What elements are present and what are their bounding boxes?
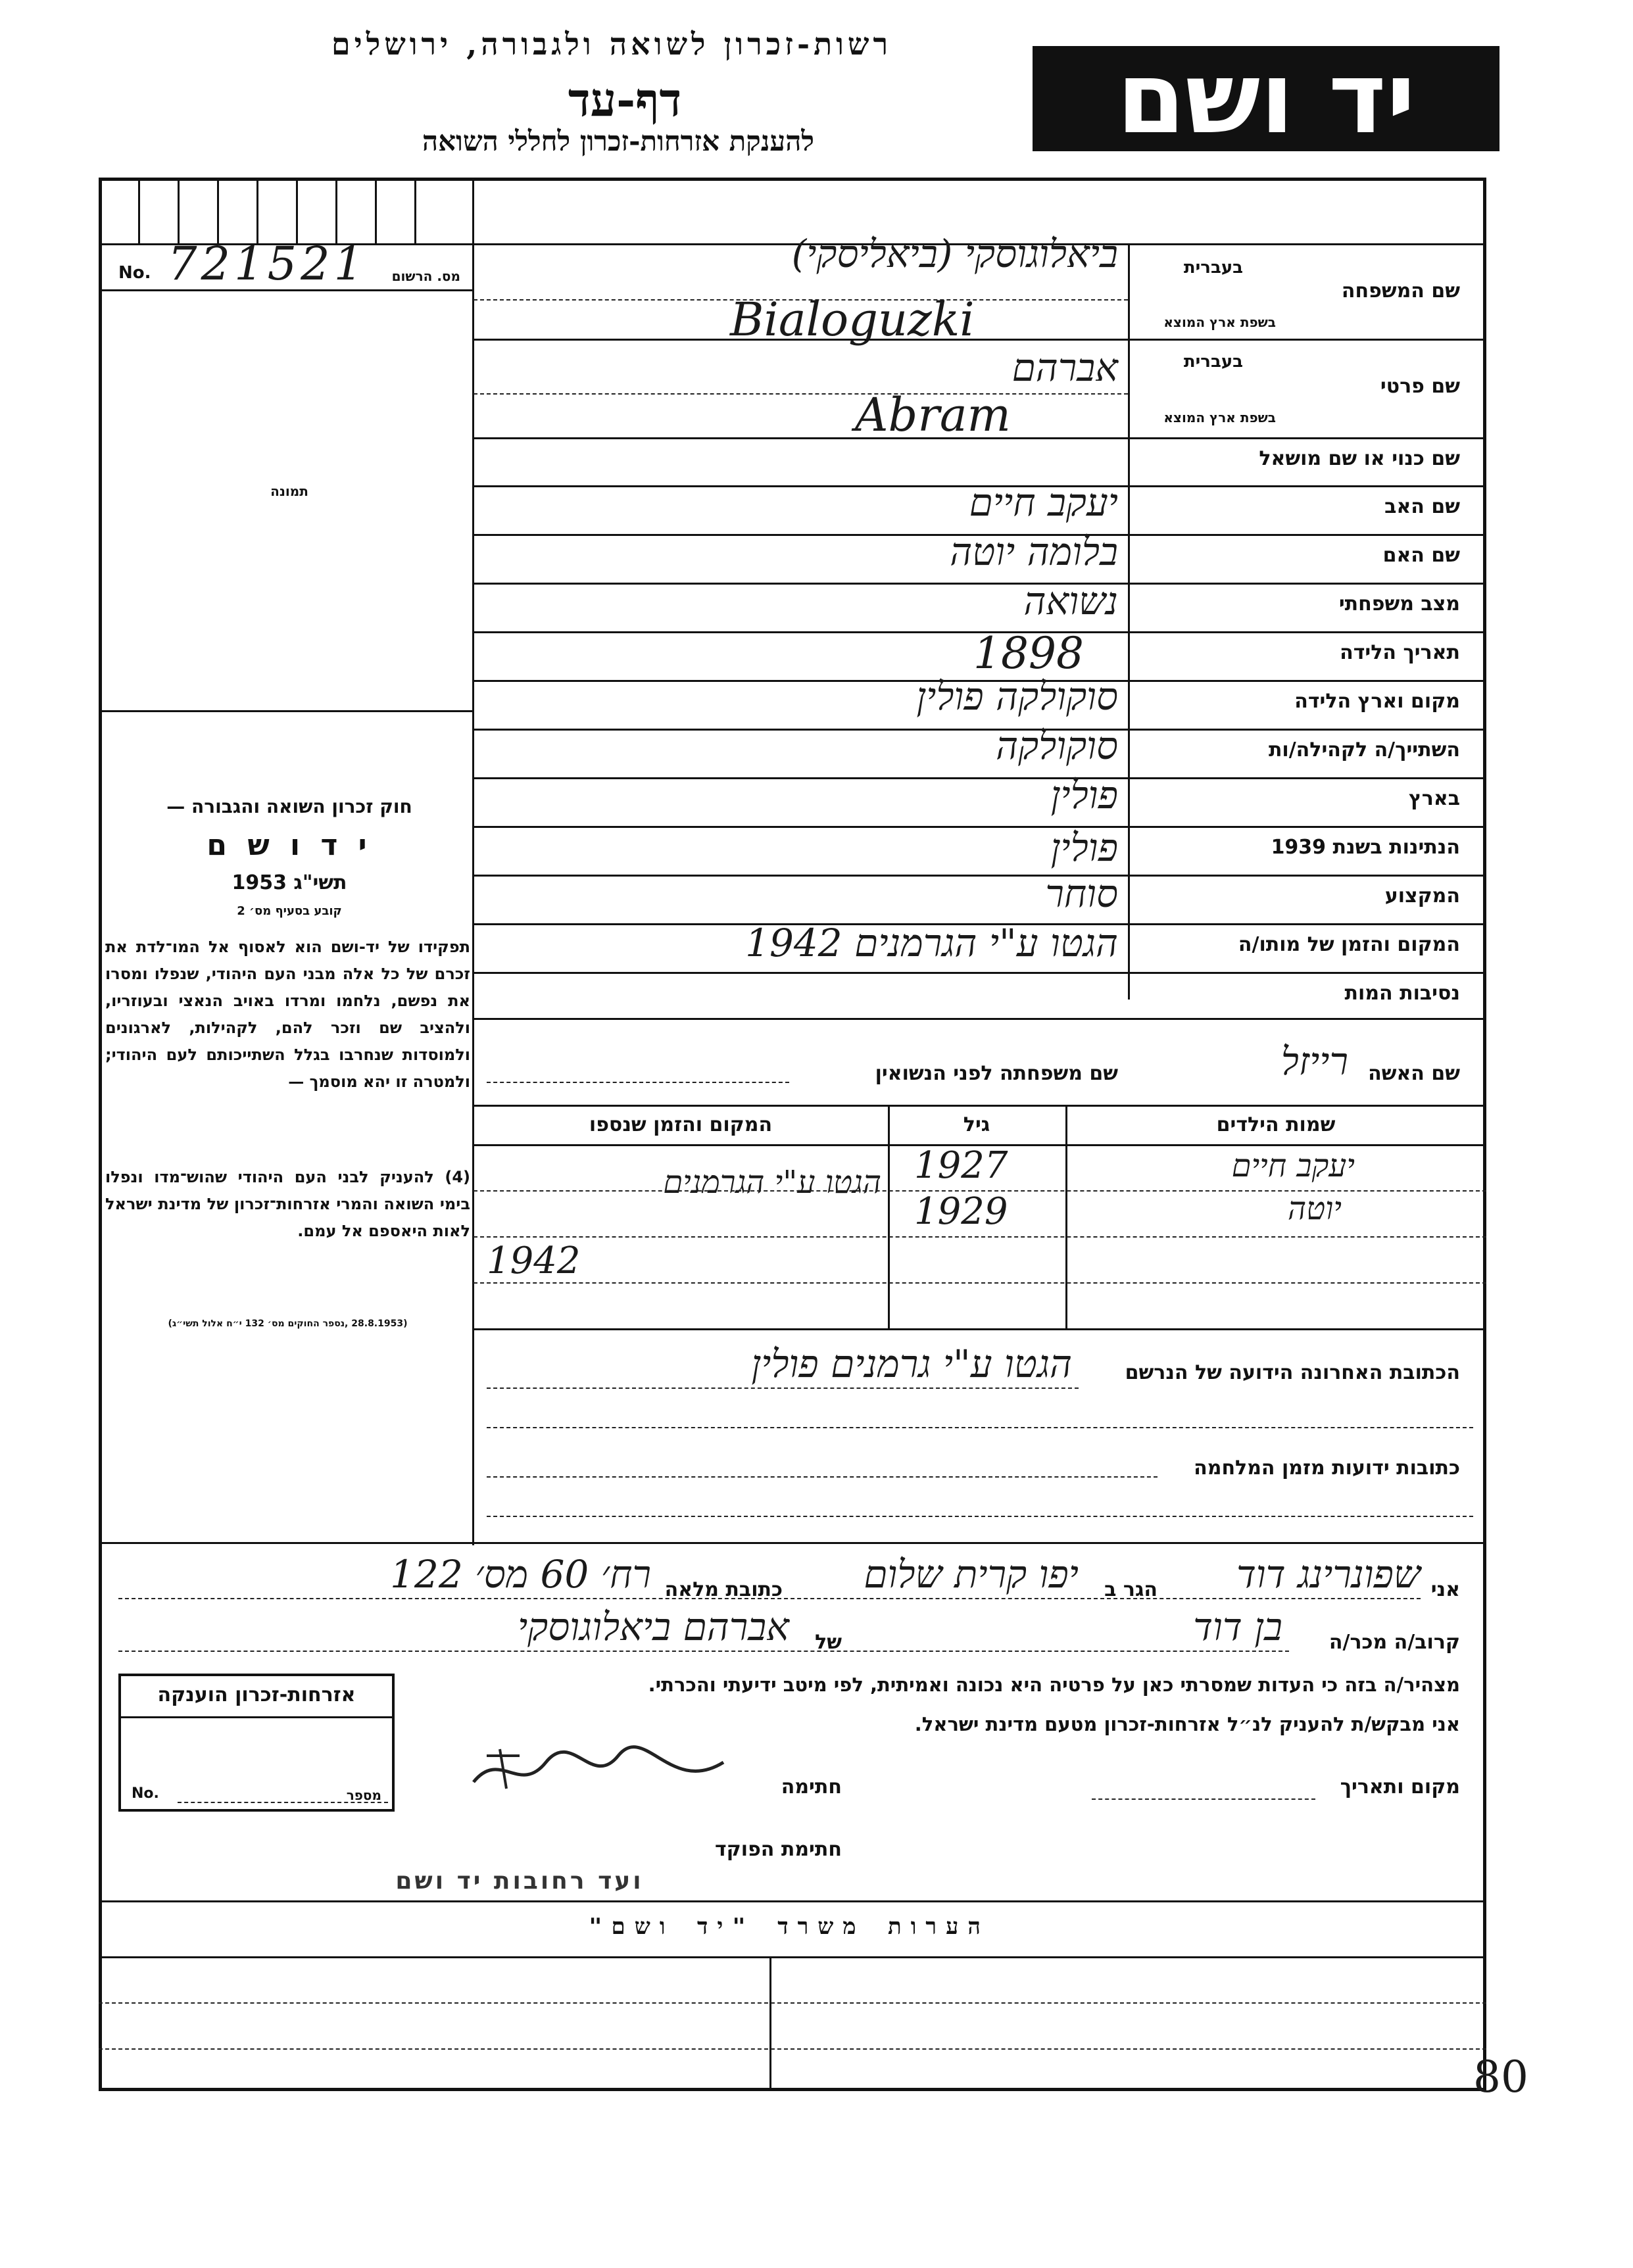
birth-date-label: תאריך הלידה	[1340, 641, 1460, 664]
office-notes-line-1[interactable]	[99, 2002, 1486, 2004]
last-address-label: הכתובת האחרונה הידועה של הנרשם	[1125, 1361, 1460, 1384]
declarant-name[interactable]: שפונרינג דוד	[1236, 1552, 1421, 1597]
grant-box-number-label: מספר	[346, 1787, 381, 1803]
office-notes-line-2[interactable]	[99, 2048, 1486, 2050]
signature-label: חתימה	[781, 1775, 842, 1798]
family-name-origin[interactable]: Bialoguzki	[730, 293, 975, 347]
place-date-label: מקום ותאריך	[1340, 1775, 1460, 1798]
law-text-clause-4: (4) להעניק לבני העם היהודי שהוש־מדו ונפלו בימי השואה והמרי אזרחות־זכרון של מדינת ישראל לאות היאספם אל עמם.	[105, 1168, 470, 1240]
grant-box-title: אזרחות-זכרון הוענקה	[157, 1683, 356, 1706]
father-value[interactable]: יעקב חיים	[969, 480, 1118, 525]
child-1-year[interactable]: 1927	[914, 1144, 1008, 1187]
in-hebrew-label: בעברית	[1183, 258, 1243, 277]
child-1-name[interactable]: יעקב חיים	[1231, 1147, 1355, 1184]
official-signature-label: חתימת הפוקד	[715, 1838, 842, 1861]
grant-box-no: No.	[132, 1785, 159, 1802]
statement-2: אני מבקש/ת להעניק לנ״ל אזרחות-זכרון מטעם מדינת ישראל.	[914, 1713, 1460, 1735]
registration-no-label: No.	[118, 263, 151, 283]
residing-label: הגר ב	[1104, 1578, 1158, 1601]
child-2-year[interactable]: 1929	[914, 1190, 1008, 1233]
photo-label: תמונה	[270, 483, 308, 499]
statement-1: מצהיר/ה בזה כי העדות שמסרתי כאן על פרטיה היא נכונה ואמיתית, לפי מיטב ידיעתי והכרתי.	[648, 1674, 1460, 1696]
status-1939-value[interactable]: פולין	[1050, 825, 1118, 870]
full-address-label: כתובת מלאה	[664, 1578, 783, 1601]
children-place-header: המקום והזמן שנספו	[589, 1113, 773, 1136]
declarant-i-label: אני	[1430, 1578, 1460, 1601]
profession-label: המקצוע	[1384, 884, 1460, 907]
authority-heading: רשות-זכרון לשואה ולגבורה, ירושלים	[331, 26, 892, 62]
law-year: תשי"ג 1953	[232, 871, 347, 894]
death-place-time-label: המקום והזמן של מותו/ה	[1238, 933, 1460, 956]
relation-value[interactable]: בן דוד	[1193, 1604, 1282, 1649]
community-label: השתייך/ה לקהילה/ות	[1268, 738, 1460, 761]
law-reference: (28.8.1953 ,נספר החוקים מס׳ 132 י״ח אלול תשי״ג)	[168, 1318, 408, 1329]
signature-mark	[460, 1736, 737, 1808]
wife-name-value[interactable]: רייזל	[1280, 1039, 1348, 1084]
marital-label: מצב משפחתי	[1338, 592, 1460, 615]
death-place-time-value[interactable]: הגטו ע"י הגרמנים 1942	[745, 921, 1118, 965]
residing-value[interactable]: יפו קרית שלום	[864, 1552, 1079, 1597]
death-circumstances-label: נסיבות המות	[1344, 982, 1460, 1005]
community-value[interactable]: סוקולקה	[996, 723, 1118, 768]
wife-label: שם האשה	[1368, 1062, 1460, 1085]
family-name-hebrew[interactable]: ביאלוגוסקי (ביאליסקי)	[791, 231, 1118, 276]
page-number: 80	[1473, 2052, 1528, 2102]
war-addresses-label: כתובות ידועות מזמן המלחמה	[1194, 1457, 1460, 1480]
status-1939-label: הנתינות בשנת 1939	[1271, 836, 1460, 859]
of-label: של	[815, 1631, 842, 1654]
office-notes-title: הערות משרד "יד ושם"	[589, 1914, 990, 1940]
child-2-place[interactable]: 1942	[487, 1240, 581, 1282]
registration-label: מס. הרשום	[391, 268, 460, 284]
children-names-header: שמות הילדים	[1216, 1113, 1336, 1136]
first-name-label: שם פרטי	[1380, 375, 1460, 398]
stamp: ועד רחובות יד ושם	[395, 1868, 644, 1894]
profession-value[interactable]: סוחר	[1045, 871, 1118, 916]
form-title: דף-עד	[568, 72, 682, 127]
first-name-hebrew[interactable]: אברהם	[1011, 345, 1118, 390]
first-name-origin[interactable]: Abram	[855, 388, 1011, 442]
child-1-place[interactable]: הגטו ע"י הגרמנים	[663, 1164, 881, 1201]
marital-value[interactable]: נשואה	[1023, 579, 1118, 623]
origin-lang-label-1: בשפת ארץ המוצא	[1163, 314, 1276, 330]
birth-date-value[interactable]: 1898	[973, 628, 1084, 679]
child-2-name[interactable]: יוטה	[1288, 1190, 1342, 1227]
last-address-value[interactable]: הגטו ע"י גרמנים פולין	[751, 1341, 1072, 1386]
registration-number: 721521	[168, 237, 368, 291]
full-address-value[interactable]: רח׳ 60 מס׳ 122	[390, 1552, 651, 1597]
law-text-purpose: תפקידו של יד-ושם הוא לאסוף אל המו־לדת את זכרם של כל אלה מבני העם היהודי, שנפלו ומסרו את נפשם, נלחמו ומרדו באויב הנאצי ובעוזריו, ולהציב שם וזכר להם, לקהילות, לארגונים ולמוסדות שנחרבו בגלל השתייכותם לעם היהודי; ולמטרה זו יהא מוסמך —	[105, 938, 470, 1091]
mother-label: שם האם	[1382, 544, 1460, 567]
mother-value[interactable]: בלומה יוטה	[950, 529, 1118, 574]
law-title: חוק זכרון השואה והגבורה —	[166, 796, 412, 817]
in-hebrew-label-2: בעברית	[1183, 352, 1243, 372]
relative-label: קרוב/ה מכר/ה	[1328, 1631, 1460, 1654]
origin-lang-label-2: בשפת ארץ המוצא	[1163, 410, 1276, 425]
country-label: בארץ	[1408, 787, 1460, 810]
country-value[interactable]: פולין	[1050, 773, 1118, 817]
yad-vashem-logo: יד ושם	[1033, 46, 1499, 151]
children-age-header: גיל	[963, 1113, 990, 1136]
birth-place-value[interactable]: סוקולקה פולין	[916, 674, 1118, 719]
law-section: קובע בסעיף מס׳ 2	[237, 904, 342, 918]
form-subtitle: להענקת אזרחות-זכרון לחללי השואה	[422, 125, 815, 157]
law-name: י ד ו ש ם	[207, 829, 372, 862]
of-name-value[interactable]: אברהם ביאלוגוסקי	[517, 1604, 789, 1649]
birth-place-label: מקום וארץ הלידה	[1294, 690, 1460, 713]
nickname-label: שם כנוי או שם מושאל	[1259, 447, 1460, 470]
family-name-label: שם המשפחה	[1341, 279, 1460, 302]
father-label: שם האב	[1384, 495, 1460, 518]
maiden-name-label: שם משפחתה לפני הנשואין	[875, 1062, 1118, 1085]
left-panel-divider	[472, 178, 474, 1545]
